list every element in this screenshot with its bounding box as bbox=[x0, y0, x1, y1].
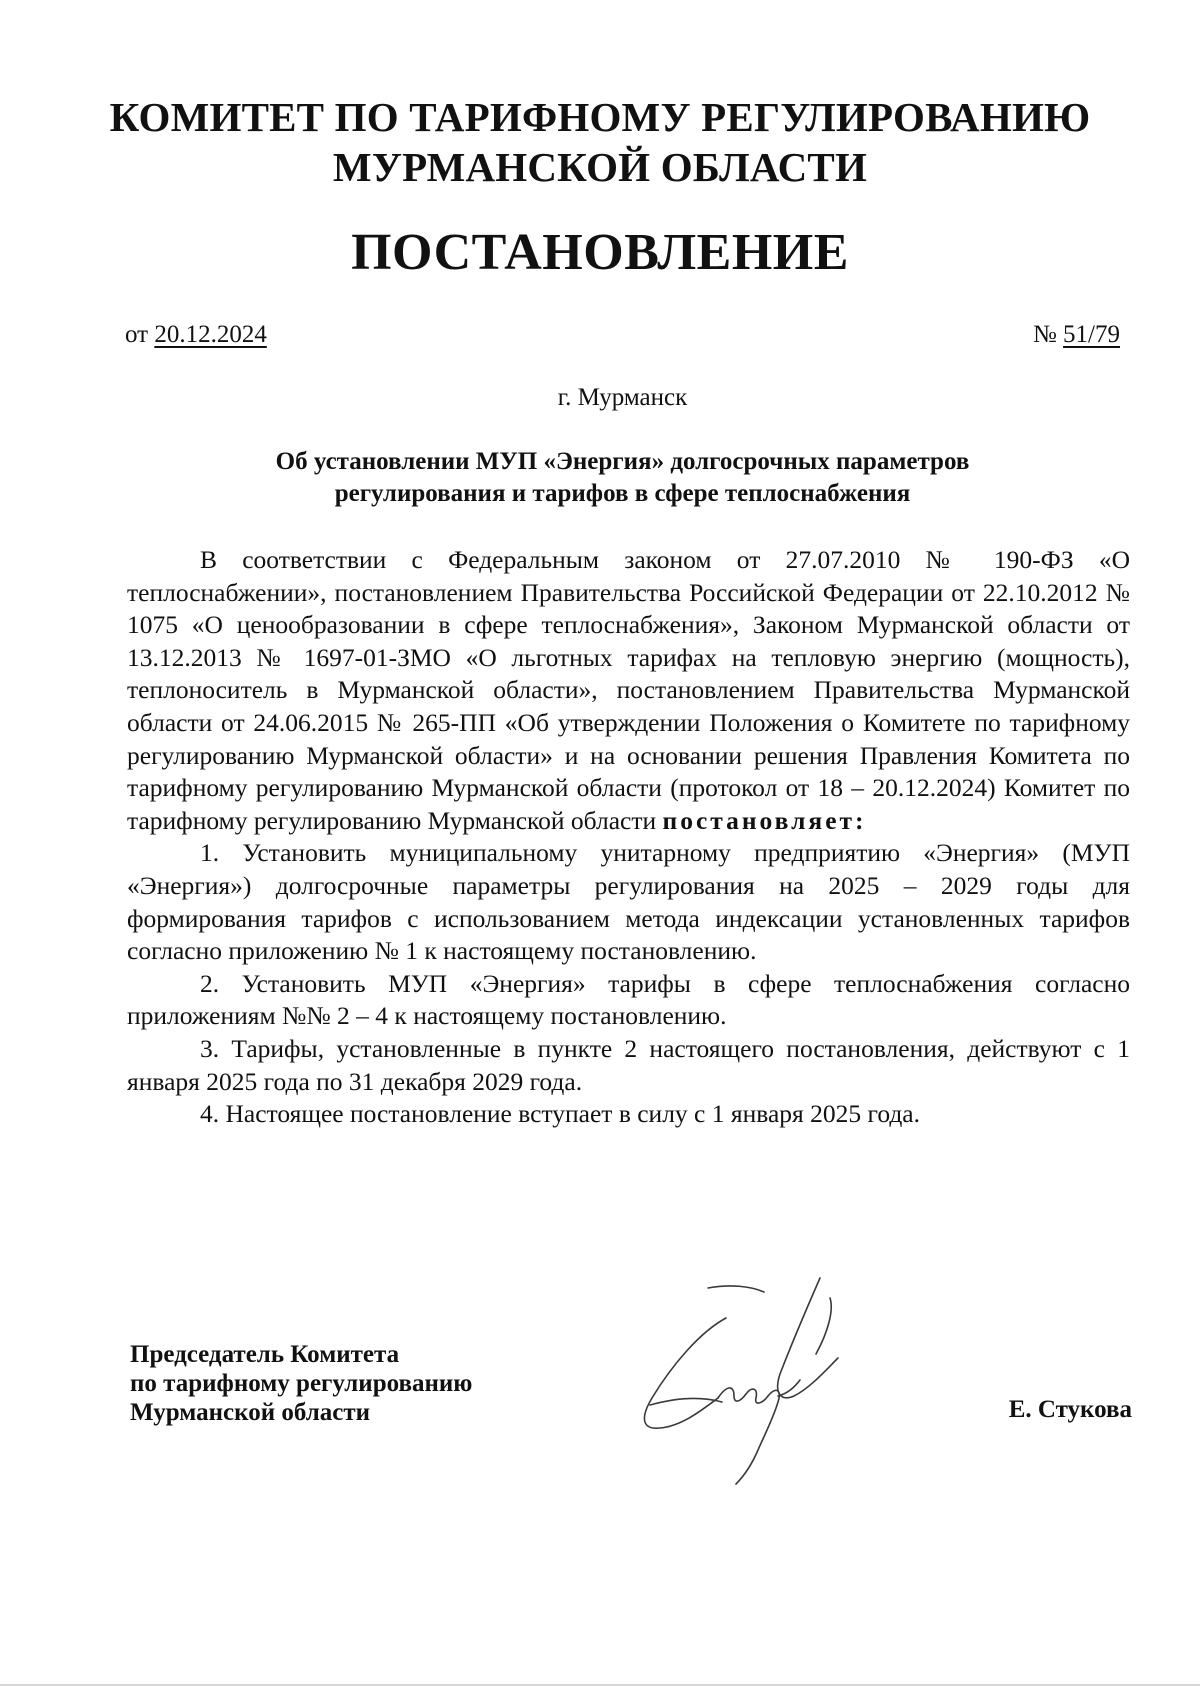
clause-1: 1. Установить муниципальному унитарному предприятию «Энергия» (МУП «Энергия») долгосрочные параметры регулирования на 2025 – 2029 годы для формирования тарифов с использованием метода индексации установленных тарифов согласно приложению № 1 к настоящему постановлению. bbox=[127, 838, 1130, 966]
resolves-word: постановляет: bbox=[662, 805, 867, 835]
signatory-title-line-2: по тарифному регулированию bbox=[130, 1370, 473, 1397]
signer-name: Е. Стукова bbox=[1008, 1396, 1132, 1423]
subject-line-1: Об установлении МУП «Энергия» долгосрочных параметров bbox=[275, 448, 970, 475]
document-body bbox=[127, 544, 1130, 1131]
date-value: 20.12.2024 bbox=[154, 321, 267, 348]
subject-line-2: регулирования и тарифов в сфере теплоснабжения bbox=[334, 480, 911, 507]
clause-2: 2. Установить МУП «Энергия» тарифы в сфере теплоснабжения согласно приложениям №№ 2 – 4 к настоящему постановлению. bbox=[127, 968, 1130, 1031]
scan-edge-line bbox=[0, 1684, 1200, 1686]
city: г. Мурманск bbox=[557, 384, 688, 411]
signatory-title-line-3: Мурманской области bbox=[130, 1399, 371, 1426]
document-type-title: ПОСТАНОВЛЕНИЕ bbox=[351, 224, 849, 281]
preamble-paragraph bbox=[127, 544, 1130, 837]
clause-3: 3. Тарифы, установленные в пункте 2 настоящего постановления, действуют с 1 января 2025 года по 31 декабря 2029 года. bbox=[127, 1033, 1130, 1096]
document-date bbox=[125, 318, 267, 352]
issuing-authority bbox=[80, 92, 1120, 192]
authority-line-2: МУРМАНСКОЙ ОБЛАСТИ bbox=[332, 144, 868, 190]
number-value: 51/79 bbox=[1063, 321, 1120, 348]
preamble-text: В соответствии с Федеральным законом от 27.07.2010 № 190-ФЗ «О теплоснабжении», постановлением Правительства Российской Федерации от 22.10.2012 № 1075 «О ценообразовании в сфере теплоснабжения», Законом Мурманской области от 13.12.2013 № 1697-01-ЗМО «О льготных тарифах на тепловую энергию (мощность), теплоноситель в Мурманской области», постановлением Правительства Мурманской области от 24.06.2015 № 265-ПП «Об утверждении Положения о Комитете по тарифному регулированию Мурманской области» и на основании решения Правления Комитета по тарифному регулированию Мурманской области (протокол от 18 – 20.12.2024) Комитет по тарифному регулированию Мурманской области bbox=[127, 545, 1130, 835]
signatory-title-line-1: Председатель Комитета bbox=[130, 1341, 400, 1368]
document-subject bbox=[125, 446, 1120, 510]
date-prefix: от bbox=[125, 321, 155, 348]
clause-4: 4. Настоящее постановление вступает в силу с 1 января 2025 года. bbox=[200, 1099, 921, 1129]
number-prefix: № bbox=[1032, 321, 1064, 348]
handwritten-signature bbox=[630, 1270, 910, 1500]
document-number bbox=[1033, 318, 1120, 352]
date-number-row bbox=[125, 318, 1120, 352]
authority-line-1: КОМИТЕТ ПО ТАРИФНОМУ РЕГУЛИРОВАНИЮ bbox=[109, 94, 1091, 140]
signatory-title bbox=[130, 1340, 630, 1427]
